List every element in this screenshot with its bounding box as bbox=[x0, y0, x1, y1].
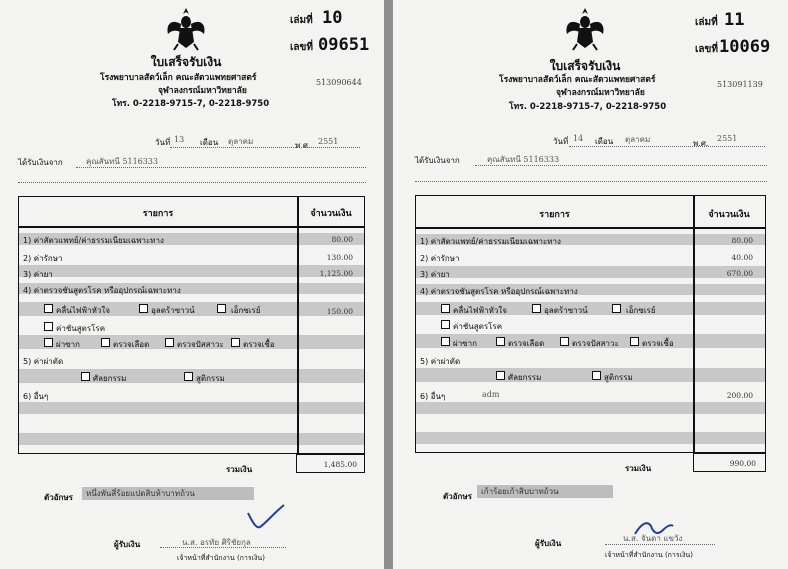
month-label: เดือน bbox=[595, 137, 614, 146]
receipt-left bbox=[0, 0, 384, 569]
book-number: 11 bbox=[724, 10, 745, 30]
serial-number: 513091139 bbox=[717, 80, 763, 89]
ecg-label: คลื่นไฟฟ้าหัวใจ bbox=[56, 306, 110, 315]
ultrasound-checkbox bbox=[532, 304, 541, 313]
receipt-title: ใบเสร็จรับเงิน bbox=[549, 59, 621, 73]
amount-vet-fee: 80.00 bbox=[331, 235, 353, 244]
item-other: 6) อื่นๆ bbox=[420, 392, 446, 401]
xray-checkbox bbox=[612, 304, 621, 313]
received-from-value: คุณสันทนี 5116333 bbox=[487, 155, 560, 164]
surgery-label: ศัลยกรรม bbox=[508, 373, 542, 382]
org-line-2: จุฬาลงกรณ์มหาวิทยาลัย bbox=[158, 86, 247, 96]
item-diagnostics: 4) ค่าตรวจชันสูตรโรค หรืออุปกรณ์เฉพาะทาง bbox=[23, 286, 181, 295]
col-amount-header: จำนวนเงิน bbox=[310, 209, 352, 219]
col-items-header: รายการ bbox=[539, 210, 570, 220]
amount-treatment: 130.00 bbox=[326, 253, 353, 262]
blood-test-checkbox bbox=[101, 338, 110, 347]
received-from-label: ได้รับเงินจาก bbox=[415, 156, 460, 165]
necropsy-checkbox bbox=[441, 337, 450, 346]
ultrasound-checkbox bbox=[139, 304, 148, 313]
necropsy-label: ผ่าซาก bbox=[56, 340, 80, 349]
serial-number: 513090644 bbox=[316, 78, 362, 87]
amount-other: 200.00 bbox=[726, 391, 753, 400]
org-line-3: โทร. 0-2218-9715-7, 0-2218-9750 bbox=[509, 102, 667, 112]
total-label: รวมเงิน bbox=[226, 465, 253, 474]
ultrasound-label: อุลตร้าซาวน์ bbox=[544, 306, 588, 315]
amount-medicine: 670.00 bbox=[726, 269, 753, 278]
amount-in-words: หนึ่งพันสี่ร้อยแปดสิบห้าบาทถ้วน bbox=[82, 487, 254, 500]
necropsy-checkbox bbox=[44, 338, 53, 347]
item-medicine: 3) ค่ายา bbox=[420, 270, 450, 279]
date-underline bbox=[569, 146, 765, 147]
words-label: ตัวอักษร bbox=[44, 493, 73, 502]
urine-test-label: ตรวจปัสสาวะ bbox=[572, 339, 619, 348]
item-treatment: 2) ค่ารักษา bbox=[420, 254, 460, 263]
item-surgery: 5) ค่าผ่าตัด bbox=[420, 357, 461, 366]
blood-test-label: ตรวจเลือด bbox=[113, 340, 150, 349]
lab-label: ค่าชันสูตรโรค bbox=[56, 324, 106, 333]
receiver-name: น.ส. จันดา แขวัง bbox=[623, 534, 683, 543]
ecg-label: คลื่นไฟฟ้าหัวใจ bbox=[453, 306, 507, 315]
received-from-value: คุณสันทนี 5116333 bbox=[86, 157, 159, 166]
item-vet-fee: 1) ค่าสัตวแพทย์/ค่าธรรมเนียมเฉพาะทาง bbox=[23, 236, 164, 245]
obstetrics-label: สูติกรรม bbox=[196, 374, 225, 383]
item-vet-fee: 1) ค่าสัตวแพทย์/ค่าธรรมเนียมเฉพาะทาง bbox=[420, 237, 561, 246]
year-label: พ.ศ. bbox=[295, 141, 311, 150]
day-value: 13 bbox=[174, 135, 185, 144]
year-label: พ.ศ. bbox=[693, 139, 709, 148]
col-amount-header: จำนวนเงิน bbox=[708, 210, 750, 220]
book-label: เล่มที่ bbox=[290, 15, 313, 26]
culture-label: ตรวจเชื้อ bbox=[243, 340, 275, 349]
ecg-checkbox bbox=[44, 304, 53, 313]
surgery-checkbox bbox=[81, 372, 90, 381]
garuda-emblem-icon bbox=[164, 6, 208, 52]
amount-vet-fee: 80.00 bbox=[731, 236, 753, 245]
urine-test-checkbox bbox=[560, 337, 569, 346]
amount-in-words: เก้าร้อยเก้าสิบบาทถ้วน bbox=[477, 485, 613, 498]
item-diagnostics: 4) ค่าตรวจชันสูตรโรค หรืออุปกรณ์เฉพาะทาง bbox=[420, 287, 578, 296]
total-amount: 1,485.00 bbox=[323, 460, 357, 469]
other-note: adm bbox=[482, 390, 500, 399]
day-label: วันที่ bbox=[553, 137, 569, 146]
obstetrics-checkbox bbox=[592, 371, 601, 380]
amount-medicine: 1,125.00 bbox=[319, 269, 353, 278]
culture-label: ตรวจเชื้อ bbox=[642, 339, 674, 348]
garuda-emblem-icon bbox=[563, 6, 607, 52]
culture-checkbox bbox=[231, 338, 240, 347]
received-from-underline bbox=[76, 167, 366, 168]
receipt-no-label: เลขที่ bbox=[290, 42, 313, 53]
total-label: รวมเงิน bbox=[625, 464, 652, 473]
month-value: ตุลาคม bbox=[228, 137, 254, 146]
receiver-label: ผู้รับเงิน bbox=[535, 539, 562, 548]
obstetrics-checkbox bbox=[184, 372, 193, 381]
col-items-header: รายการ bbox=[142, 209, 174, 219]
necropsy-label: ผ่าซาก bbox=[453, 339, 477, 348]
total-amount: 990.00 bbox=[729, 459, 756, 468]
org-line-2: จุฬาลงกรณ์มหาวิทยาลัย bbox=[556, 88, 645, 98]
org-line-1: โรงพยาบาลสัตว์เล็ก คณะสัตวแพทยศาสตร์ bbox=[499, 75, 656, 85]
culture-checkbox bbox=[630, 337, 639, 346]
book-number: 10 bbox=[322, 8, 343, 28]
receiver-name: น.ส. อรทัย ศิริชัยกุล bbox=[182, 538, 251, 547]
surgery-label: ศัลยกรรม bbox=[93, 374, 127, 383]
item-other: 6) อื่นๆ bbox=[23, 392, 49, 401]
urine-test-label: ตรวจปัสสาวะ bbox=[177, 340, 224, 349]
org-line-1: โรงพยาบาลสัตว์เล็ก คณะสัตวแพทยศาสตร์ bbox=[100, 73, 257, 83]
received-from-underline-2 bbox=[415, 181, 767, 182]
blood-test-checkbox bbox=[496, 337, 505, 346]
org-line-3: โทร. 0-2218-9715-7, 0-2218-9750 bbox=[112, 99, 270, 109]
blood-test-label: ตรวจเลือด bbox=[508, 339, 545, 348]
receipt-right bbox=[393, 0, 788, 569]
date-underline bbox=[170, 147, 360, 148]
amount-treatment: 40.00 bbox=[731, 253, 753, 262]
item-surgery: 5) ค่าผ่าตัด bbox=[23, 357, 64, 366]
ultrasound-label: อุลตร้าซาวน์ bbox=[151, 306, 195, 315]
item-treatment: 2) ค่ารักษา bbox=[23, 254, 63, 263]
words-label: ตัวอักษร bbox=[443, 492, 472, 501]
received-from-underline-2 bbox=[18, 182, 366, 183]
receiver-label: ผู้รับเงิน bbox=[114, 540, 141, 549]
xray-label: เอ็กซเรย์ bbox=[626, 306, 656, 315]
obstetrics-label: สูติกรรม bbox=[604, 373, 633, 382]
receiver-underline bbox=[160, 547, 286, 548]
receipt-title: ใบเสร็จรับเงิน bbox=[150, 55, 222, 69]
total-box bbox=[693, 453, 766, 472]
book-label: เล่มที่ bbox=[695, 17, 718, 28]
xray-label: เอ็กซเรย์ bbox=[231, 306, 261, 315]
urine-test-checkbox bbox=[165, 338, 174, 347]
year-value: 2551 bbox=[318, 137, 339, 146]
receipt-number: 10069 bbox=[719, 37, 771, 57]
xray-checkbox bbox=[217, 304, 226, 313]
receiver-underline bbox=[605, 544, 715, 545]
received-from-label: ได้รับเงินจาก bbox=[18, 158, 63, 167]
ecg-checkbox bbox=[441, 304, 450, 313]
month-label: เดือน bbox=[200, 138, 219, 147]
receiver-role: เจ้าหน้าที่สำนักงาน (การเงิน) bbox=[177, 554, 265, 562]
surgery-checkbox bbox=[496, 371, 505, 380]
received-from-underline bbox=[475, 165, 767, 166]
receipt-number: 09651 bbox=[318, 35, 370, 55]
month-value: ตุลาคม bbox=[625, 135, 651, 144]
day-label: วันที่ bbox=[155, 138, 171, 147]
day-value: 14 bbox=[573, 134, 584, 143]
signature-mark bbox=[244, 503, 288, 533]
year-value: 2551 bbox=[717, 134, 738, 143]
items-table bbox=[415, 195, 766, 453]
items-table bbox=[18, 196, 365, 454]
total-box bbox=[296, 454, 365, 473]
lab-label: ค่าชันสูตรโรค bbox=[453, 322, 503, 331]
lab-checkbox bbox=[441, 320, 450, 329]
item-medicine: 3) ค่ายา bbox=[23, 270, 53, 279]
amount-diagnostics: 150.00 bbox=[326, 307, 353, 316]
receipt-no-label: เลขที่ bbox=[695, 44, 718, 55]
lab-checkbox bbox=[44, 322, 53, 331]
receiver-role: เจ้าหน้าที่สำนักงาน (การเงิน) bbox=[605, 551, 693, 559]
